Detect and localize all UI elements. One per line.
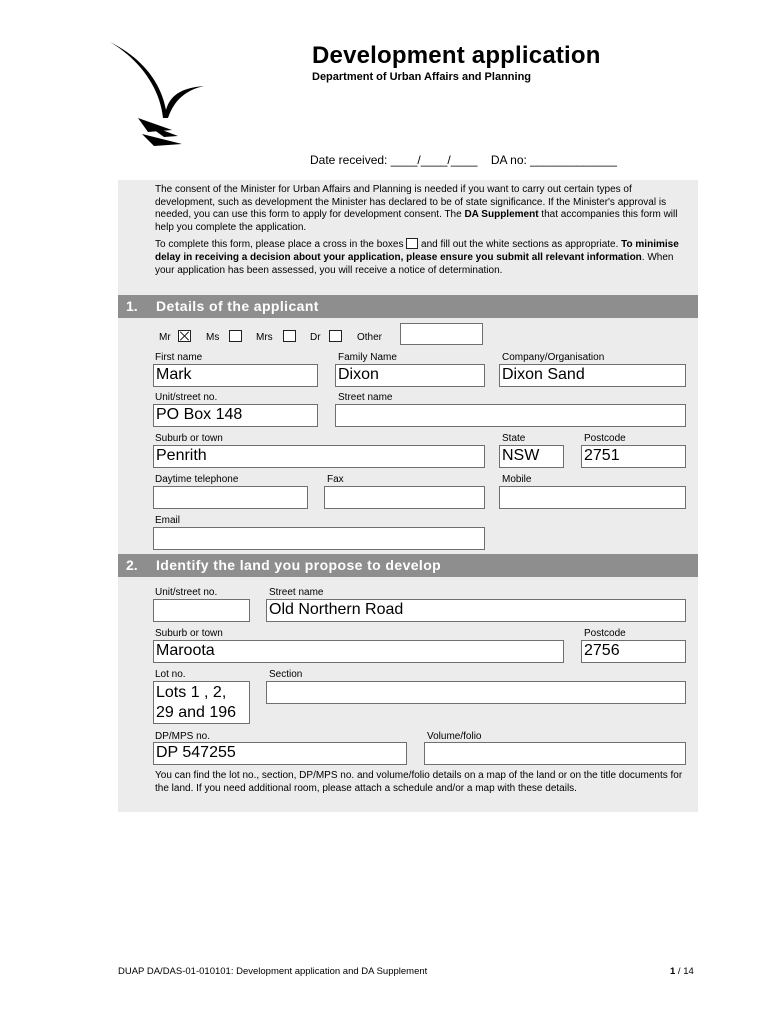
example-checkbox-icon bbox=[406, 238, 418, 249]
title-label-mr: Mr bbox=[159, 332, 171, 343]
other-title-field[interactable] bbox=[400, 323, 483, 345]
title-label-dr: Dr bbox=[310, 332, 321, 343]
suburb-field[interactable]: Penrith bbox=[153, 445, 485, 468]
intro-paragraph-1: The consent of the Minister for Urban Affairs and Planning is needed if you want to carry out certain types of development, such as development the Minister has declared to be of state significance. If the Minister's approval is needed, you can use this form to apply for development consent. The DA Supplement that accompanies this form will help you complete the application. bbox=[155, 184, 678, 233]
title-label-other: Other bbox=[357, 332, 383, 343]
email-field[interactable] bbox=[153, 527, 485, 550]
lot-number-label: Lot no. bbox=[155, 669, 186, 680]
land-suburb-field[interactable]: Maroota bbox=[153, 640, 564, 663]
section-2-header bbox=[118, 554, 698, 577]
unit-street-label: Unit/street no. bbox=[155, 392, 218, 403]
land-street-label: Street name bbox=[269, 587, 324, 598]
first-name-label: First name bbox=[155, 352, 203, 363]
unit-street-field[interactable]: PO Box 148 bbox=[153, 404, 318, 427]
mobile-field[interactable] bbox=[499, 486, 686, 509]
fax-field[interactable] bbox=[324, 486, 485, 509]
family-name-field[interactable]: Dixon bbox=[335, 364, 485, 387]
land-postcode-label: Postcode bbox=[584, 628, 626, 639]
section-2-title: Identify the land you propose to develop bbox=[156, 557, 442, 573]
family-name-label: Family Name bbox=[338, 352, 397, 363]
daytime-telephone-label: Daytime telephone bbox=[155, 474, 239, 485]
checkbox-dr[interactable] bbox=[329, 330, 342, 342]
dp-mps-field[interactable]: DP 547255 bbox=[153, 742, 407, 765]
land-street-field[interactable]: Old Northern Road bbox=[266, 599, 686, 622]
fax-label: Fax bbox=[327, 474, 344, 485]
section-1-number: 1. bbox=[126, 298, 138, 314]
mobile-label: Mobile bbox=[502, 474, 532, 485]
land-suburb-label: Suburb or town bbox=[155, 628, 223, 639]
section-2-number: 2. bbox=[126, 557, 138, 573]
checkbox-mr[interactable] bbox=[178, 330, 191, 342]
department-name: Department of Urban Affairs and Planning bbox=[312, 71, 532, 83]
street-name-label: Street name bbox=[338, 392, 393, 403]
date-received-line bbox=[310, 153, 617, 167]
checkbox-ms[interactable] bbox=[229, 330, 242, 342]
daytime-telephone-field[interactable] bbox=[153, 486, 308, 509]
volume-folio-label: Volume/folio bbox=[427, 731, 482, 742]
da-number: DA no: _____________ bbox=[490, 153, 617, 167]
land-details-note: You can find the lot no., section, DP/MPS no. and volume/folio details on a map of the land or on the title documents for the land. If you need additional room, please attach a schedule and/or a map with these details. bbox=[155, 770, 683, 794]
state-field[interactable]: NSW bbox=[499, 445, 564, 468]
suburb-label: Suburb or town bbox=[155, 433, 223, 444]
land-section-label: Section bbox=[269, 669, 303, 680]
postcode-field[interactable]: 2751 bbox=[581, 445, 686, 468]
street-name-field[interactable] bbox=[335, 404, 686, 427]
company-label: Company/Organisation bbox=[502, 352, 605, 363]
page-title: Development application bbox=[312, 42, 601, 69]
date-received: Date received: ____/____/____ bbox=[310, 153, 478, 167]
page-number: 1 / 14 bbox=[670, 966, 694, 977]
land-postcode-field[interactable]: 2756 bbox=[581, 640, 686, 663]
title-label-ms: Ms bbox=[206, 332, 220, 343]
checkbox-mrs[interactable] bbox=[283, 330, 296, 342]
section-1-header bbox=[118, 295, 698, 318]
company-field[interactable]: Dixon Sand bbox=[499, 364, 686, 387]
bird-logo-icon bbox=[108, 38, 213, 148]
intro-text bbox=[155, 184, 691, 281]
first-name-field[interactable]: Mark bbox=[153, 364, 318, 387]
intro-paragraph-2: To complete this form, please place a cross in the boxes and fill out the white sections as appropriate. To minimise delay in receiving a decision about your application, please ensure you submit all relevant information. When your application has been assessed, you will receive a notice of determination. bbox=[155, 239, 679, 276]
lot-number-field[interactable]: Lots 1 , 2, 29 and 196 bbox=[153, 681, 250, 724]
dp-mps-label: DP/MPS no. bbox=[155, 731, 211, 742]
section-1-title: Details of the applicant bbox=[156, 298, 319, 314]
volume-folio-field[interactable] bbox=[424, 742, 686, 765]
title-label-mrs: Mrs bbox=[256, 332, 273, 343]
land-unit-label: Unit/street no. bbox=[155, 587, 218, 598]
footer-document-reference: DUAP DA/DAS-01-010101: Development application and DA Supplement bbox=[118, 966, 428, 977]
email-label: Email bbox=[155, 515, 181, 526]
land-unit-field[interactable] bbox=[153, 599, 250, 622]
postcode-label: Postcode bbox=[584, 433, 626, 444]
state-label: State bbox=[502, 433, 526, 444]
land-section-field[interactable] bbox=[266, 681, 686, 704]
